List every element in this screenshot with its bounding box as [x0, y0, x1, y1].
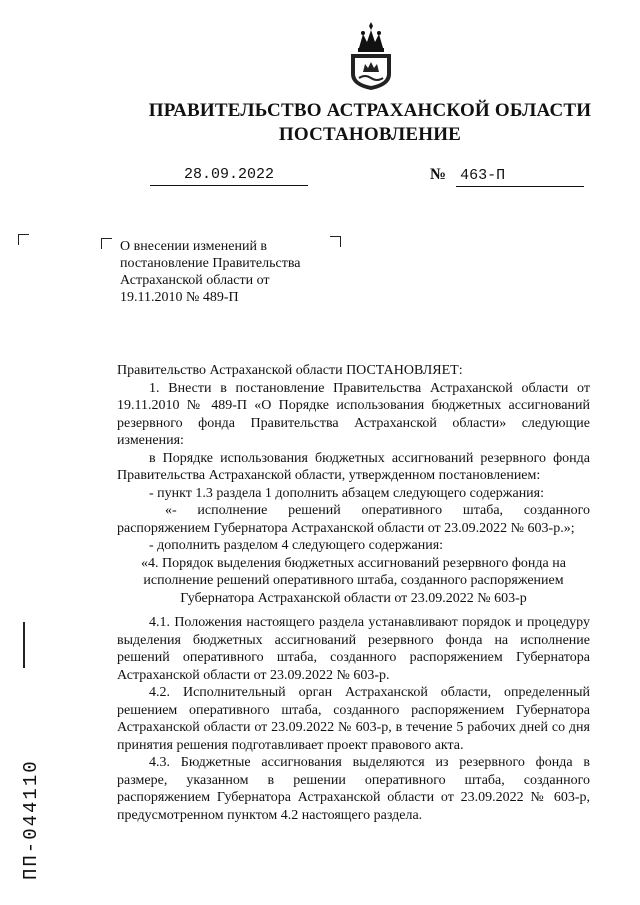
- corner-mark: [101, 238, 112, 249]
- side-registration-code: ПП-044110: [20, 759, 42, 880]
- body-paragraph: 4.2. Исполнительный орган Астраханской области, определенный решением оперативного штаба, созданного распоряжением Губернатора Астраханской области от 23.09.2022 № 603-р, в течение 5 рабочих дней со дня принятия решения подготавливает проект правового акта.: [117, 685, 590, 753]
- body-paragraph: - пункт 1.3 раздела 1 дополнить абзацем следующего содержания:: [149, 485, 545, 501]
- section-4-body: [117, 614, 590, 824]
- section-heading: «4. Порядок выделения бюджетных ассигнований резервного фонда на исполнение решений оперативного штаба, созданного распоряжением Губернатора Астраханской области от 23.09.2022 № 603-р: [141, 555, 566, 606]
- body-paragraph: 1. Внести в постановление Правительства Астраханской области от 19.11.2010 № 489-П «О Порядке использования бюджетных ассигнований резервного фонда Правительства Астраханской области» следующие изменения:: [117, 380, 590, 448]
- body-paragraph: Правительство Астраханской области ПОСТАНОВЛЯЕТ:: [117, 363, 463, 378]
- document-body: [117, 362, 590, 607]
- corner-mark: [330, 236, 341, 247]
- coat-of-arms-icon: [345, 20, 397, 92]
- margin-line: [23, 622, 25, 668]
- government-name: ПРАВИТЕЛЬСТВО АСТРАХАНСКОЙ ОБЛАСТИ: [148, 100, 592, 121]
- document-number: 463-П: [456, 167, 584, 187]
- body-paragraph: «- исполнение решений оперативного штаба, созданного распоряжением Губернатора Астраханской области от 23.09.2022 № 603-р.»;: [117, 503, 590, 536]
- document-number-block: [430, 166, 584, 187]
- number-sign: №: [430, 166, 447, 183]
- body-paragraph: 4.1. Положения настоящего раздела устанавливают порядок и процедуру выделения бюджетных ассигнований резервного фонда на исполнение решений оперативного штаба, созданного распоряжением Губернатора Астраханской области от 23.09.2022 № 603-р.: [117, 615, 590, 683]
- corner-mark: [18, 234, 29, 245]
- document-subject: О внесении изменений в постановление Правительства Астраханской области от 19.11.2010 № 489-П: [120, 239, 301, 305]
- body-paragraph: в Порядке использования бюджетных ассигнований резервного фонда Правительства Астраханской области, утвержденном постановлением:: [117, 450, 590, 483]
- document-date: 28.09.2022: [150, 166, 308, 186]
- body-paragraph: - дополнить разделом 4 следующего содержания:: [149, 538, 444, 553]
- body-paragraph: 4.3. Бюджетные ассигнования выделяются из резервного фонда в размере, указанном в решении оперативного штаба, созданного распоряжением Губернатора Астраханской области от 23.09.2022 № 603-р, предусмотренном пунктом 4.2 настоящего раздела.: [117, 755, 590, 823]
- document-type: ПОСТАНОВЛЕНИЕ: [278, 124, 462, 145]
